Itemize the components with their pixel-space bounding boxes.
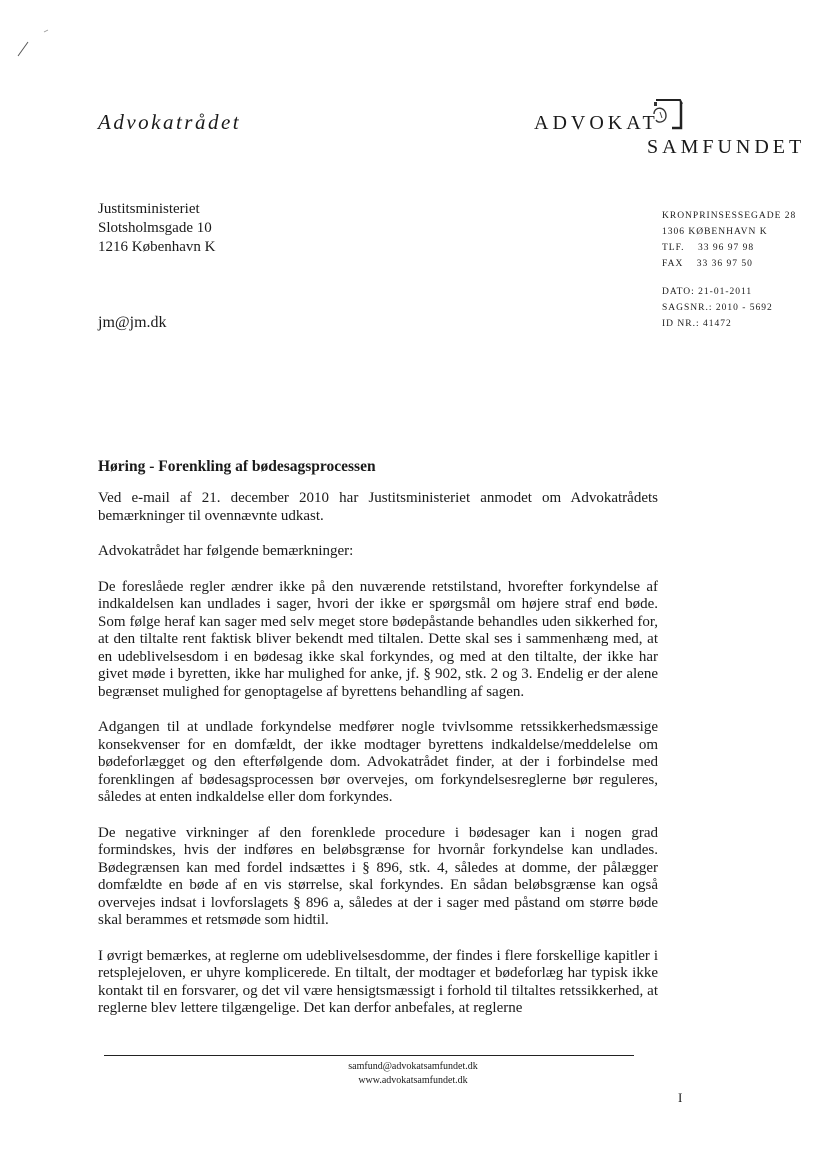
recipient-city: 1216 København K (98, 239, 216, 255)
sender-city: 1306 KØBENHAVN K (662, 227, 768, 237)
body-paragraph: Advokatrådet har følgende bemærkninger: (98, 543, 354, 559)
sender-spacer (662, 272, 796, 284)
sender-phone: TLF. 33 96 97 98 (662, 243, 755, 253)
advokatsamfundet-brand-line2: SAMFUNDET (647, 136, 806, 158)
page-marker: I (678, 1090, 683, 1105)
pen-scribble-mark (14, 28, 54, 60)
sender-fax: FAX 33 36 97 50 (662, 259, 753, 269)
recipient-name: Justitsministeriet (98, 201, 200, 217)
id-number: ID NR.: 41472 (662, 319, 732, 329)
body-paragraph: De foreslåede regler ændrer ikke på den nuværende retstilstand, hvorefter forkyndelse af indkaldelsen kan undlades i sager, hvori der ikke er spørgsmål om højere straf end bøde. Som følge heraf kan sager med selv meget store bødepåstande behandles uden sikkerhed for, at den tiltalte rent faktisk bliver bekendt med tiltalen. Dette skal ses i sammenhæng med, at en udeblivelsesdom i en bødesag ikke skal forkyndes, og med at den tiltalte, der ikke har givet møde i byretten, ikke har mulighed for anke, jf. § 902, stk. 2 og 3. Endelig er der alene begrænset mulighed for genoptagelse af byrettens behandling af sagen. (98, 578, 658, 700)
sender-details (662, 208, 796, 332)
letter-body (98, 490, 658, 1036)
body-paragraph: Adgangen til at undlade forkyndelse medfører nogle tvivlsomme retssikkerhedsmæssige konsekvenser for en domfældt, der ikke modtager byrettens indkaldelse/meddelelse om bødeforlægget og den efterfølgende dom. Advokatrådet finder, at der i forbindelse med forenklingen af bødesagsprocessen bør overvejes, om forkyndelsesreglerne bør reguleres, således at enten indkaldelse eller dom forkyndes. (98, 719, 658, 805)
footer-divider (104, 1055, 634, 1056)
recipient-email: jm@jm.dk (98, 314, 167, 331)
footer-email: samfund@advokatsamfundet.dk (348, 1061, 478, 1072)
body-paragraph: De negative virkninger af den forenklede procedure i bødesager kan i nogen grad formindskes, hvis der indføres en beløbsgrænse for hvornår forkyndelse kan undlades. Bødegrænsen kan med fordel indsættes i § 896, stk. 4, således at domme, der pålægger domfældte en bøde af en vis størrelse, skal forkyndes. En sådan beløbsgrænse kan også overvejes indsat i lovforslagets § 896 a, således at der i sager med påstand om større bøde skal berammes et retsmøde som hidtil. (98, 824, 658, 928)
letter-subject: Høring - Forenkling af bødesagsprocessen (98, 458, 376, 475)
recipient-street: Slotsholmsgade 10 (98, 220, 212, 236)
case-number: SAGSNR.: 2010 - 5692 (662, 303, 773, 313)
letter-date: DATO: 21-01-2011 (662, 287, 753, 297)
advokatraadet-brand: Advokatrådet (98, 110, 242, 134)
sender-street: KRONPRINSESSEGADE 28 (662, 211, 797, 221)
footer-website: www.advokatsamfundet.dk (358, 1075, 468, 1086)
advokatsamfundet-brand-line1: ADVOKAT (534, 112, 659, 134)
body-paragraph: I øvrigt bemærkes, at reglerne om udeblivelsesdomme, der findes i flere forskellige kapitler i retsplejeloven, er uhyre komplicerede. En tiltalt, der modtager et bødeforlæg har typisk ikke kontakt til en forsvarer, og det vil være hensigtsmæssigt i forhold til tiltaltes retssikkerhed, at reglerne blev lettere tilgængelige. Det kan derfor anbefales, at reglerne (98, 947, 658, 1016)
body-paragraph: Ved e-mail af 21. december 2010 har Justitsministeriet anmodet om Advokatrådets bemærkninger til ovennævnte udkast. (98, 490, 658, 524)
recipient-address (98, 200, 215, 257)
advokatsamfundet-logo-icon (650, 94, 686, 132)
